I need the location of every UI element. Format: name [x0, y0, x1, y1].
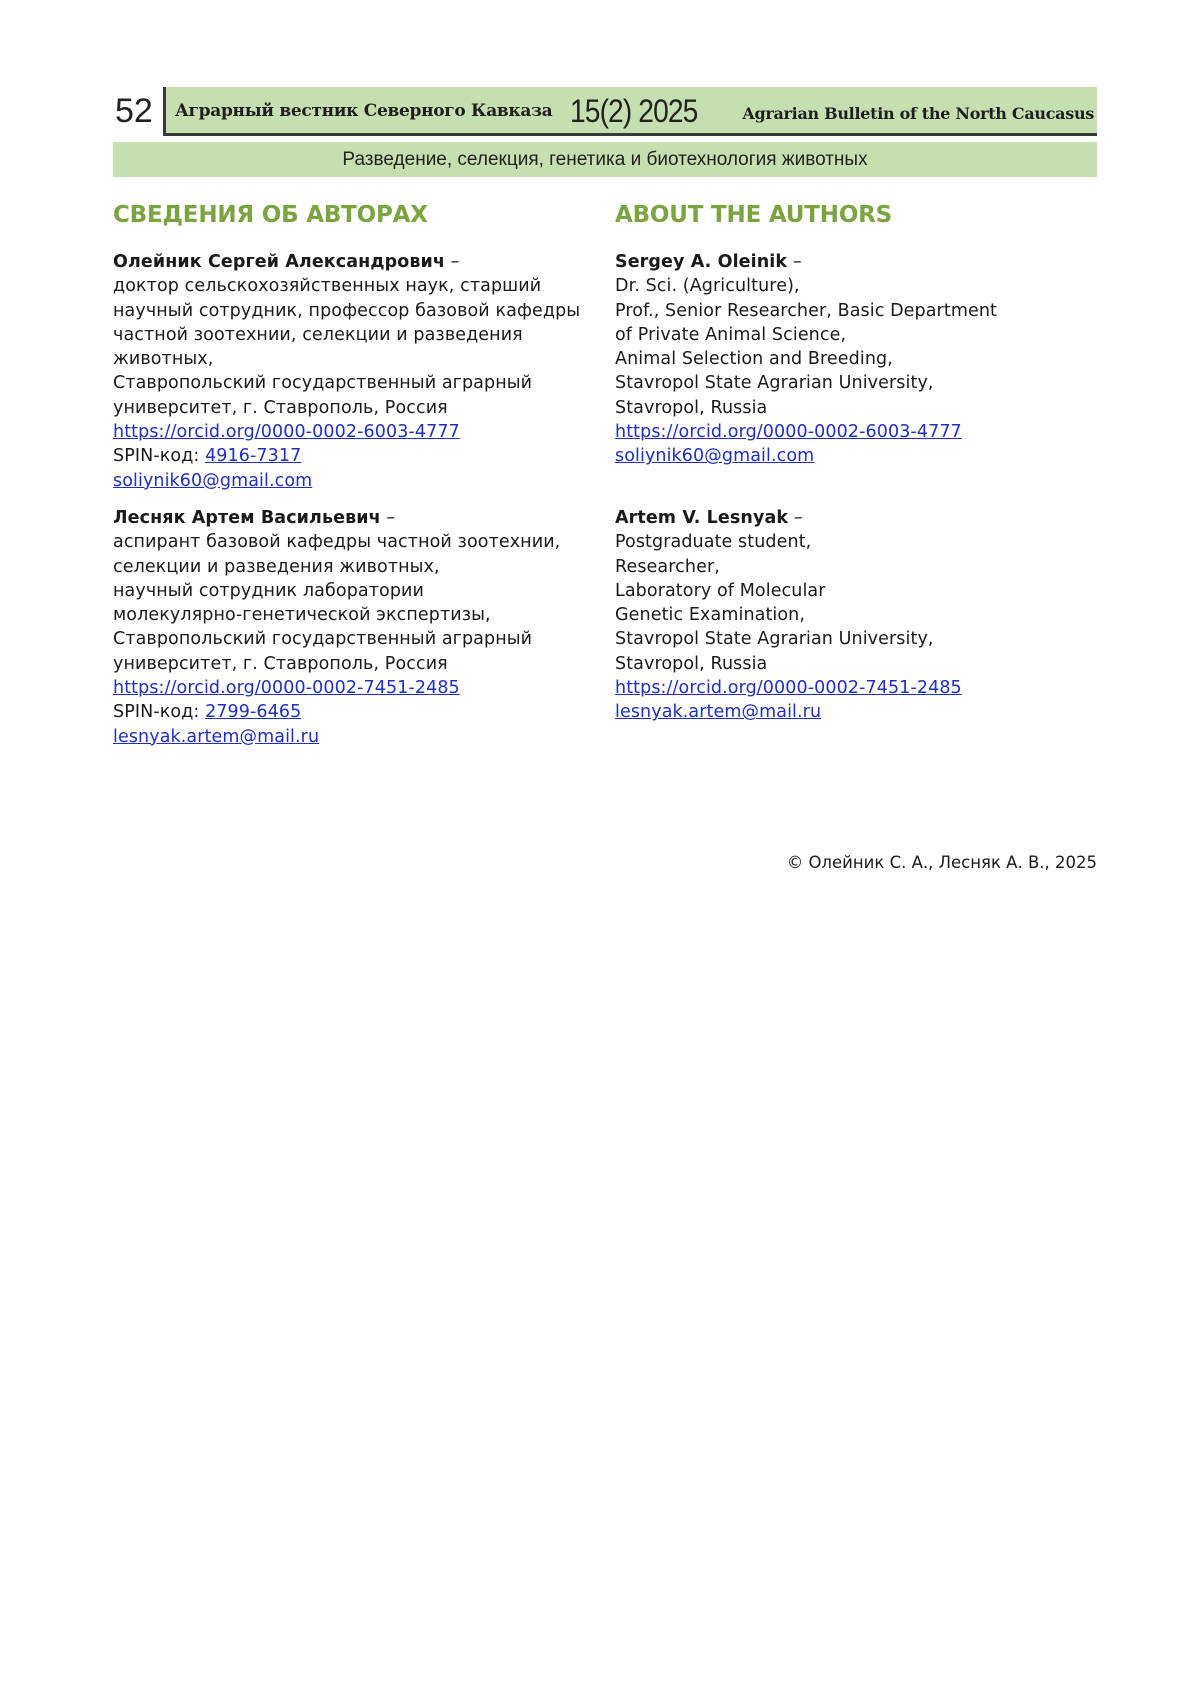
- email-link[interactable]: lesnyak.artem@mail.ru: [615, 702, 822, 723]
- affiliation-line: Ставропольский государственный аграрный: [113, 629, 533, 650]
- affiliation-line: Prof., Senior Researcher, Basic Department: [615, 300, 997, 321]
- author-name: Олейник Сергей Александрович: [113, 252, 445, 272]
- author-name: Artem V. Lesnyak: [615, 508, 789, 528]
- affiliation-line: Stavropol State Agrarian University,: [615, 629, 934, 650]
- email-link[interactable]: soliynik60@gmail.com: [615, 446, 815, 467]
- author-name: Sergey A. Oleinik: [615, 252, 788, 272]
- affiliation-line: Laboratory of Molecular: [615, 580, 826, 601]
- affiliation-line: of Private Animal Science,: [615, 324, 847, 345]
- copyright-notice: © Олейник С. А., Лесняк А. В., 2025: [786, 853, 1097, 872]
- orcid-link[interactable]: https://orcid.org/0000-0002-7451-2485: [615, 678, 962, 699]
- author-en-2: [615, 506, 1095, 725]
- journal-title-en: Agrarian Bulletin of the North Caucasus: [742, 104, 1094, 123]
- affiliation-line: молекулярно-генетической экспертизы,: [113, 605, 491, 626]
- spin-label: SPIN-код:: [113, 446, 206, 467]
- affiliation-line: животных,: [113, 349, 214, 370]
- spin-link[interactable]: 2799-6465: [205, 702, 302, 723]
- affiliation-line: Ставропольский государственный аграрный: [113, 373, 533, 394]
- email-link[interactable]: lesnyak.artem@mail.ru: [113, 726, 320, 747]
- affiliation-line: университет, г. Ставрополь, Россия: [113, 653, 448, 674]
- section-title: Разведение, селекция, генетика и биотехнология животных: [113, 142, 1097, 177]
- page-number: 52: [113, 87, 166, 136]
- affiliation-line: селекции и разведения животных,: [113, 556, 440, 577]
- spin-link[interactable]: 4916-7317: [205, 446, 302, 467]
- affiliation-line: научный сотрудник, профессор базовой кафедры: [113, 300, 581, 321]
- affiliation-line: аспирант базовой кафедры частной зоотехнии,: [113, 532, 561, 553]
- author-ru-2: [113, 506, 603, 749]
- dash: –: [788, 508, 803, 528]
- affiliation-line: научный сотрудник лаборатории: [113, 580, 424, 601]
- journal-title-ru: Аграрный вестник Северного Кавказа: [175, 101, 553, 121]
- orcid-link[interactable]: https://orcid.org/0000-0002-6003-4777: [615, 422, 962, 443]
- orcid-link[interactable]: https://orcid.org/0000-0002-7451-2485: [113, 678, 460, 699]
- affiliation-line: Stavropol, Russia: [615, 397, 768, 418]
- issue-number: 15(2) 2025: [570, 93, 698, 129]
- author-ru-1: [113, 250, 603, 493]
- dash: –: [444, 252, 460, 272]
- authors-en-column: [615, 200, 1095, 725]
- affiliation-line: Genetic Examination,: [615, 605, 806, 626]
- heading-en: ABOUT THE AUTHORS: [615, 202, 893, 228]
- affiliation-line: Dr. Sci. (Agriculture),: [615, 276, 800, 297]
- affiliation-line: Postgraduate student,: [615, 532, 812, 553]
- affiliation-line: доктор сельскохозяйственных наук, старший: [113, 276, 542, 297]
- dash: –: [787, 252, 802, 272]
- affiliation-line: университет, г. Ставрополь, Россия: [113, 397, 448, 418]
- affiliation-line: Stavropol, Russia: [615, 653, 768, 674]
- author-en-1: [615, 250, 1095, 493]
- affiliation-line: Researcher,: [615, 556, 720, 577]
- affiliation-line: Stavropol State Agrarian University,: [615, 373, 934, 394]
- email-link[interactable]: soliynik60@gmail.com: [113, 470, 313, 491]
- authors-ru-column: [113, 200, 603, 749]
- affiliation-line: Animal Selection and Breeding,: [615, 349, 893, 370]
- spin-label: SPIN-код:: [113, 702, 206, 723]
- affiliation-line: частной зоотехнии, селекции и разведения: [113, 324, 523, 345]
- author-name: Лесняк Артем Васильевич: [113, 507, 381, 528]
- dash: –: [380, 507, 396, 528]
- orcid-link[interactable]: https://orcid.org/0000-0002-6003-4777: [113, 422, 460, 443]
- heading-ru: СВЕДЕНИЯ ОБ АВТОРАХ: [113, 202, 428, 228]
